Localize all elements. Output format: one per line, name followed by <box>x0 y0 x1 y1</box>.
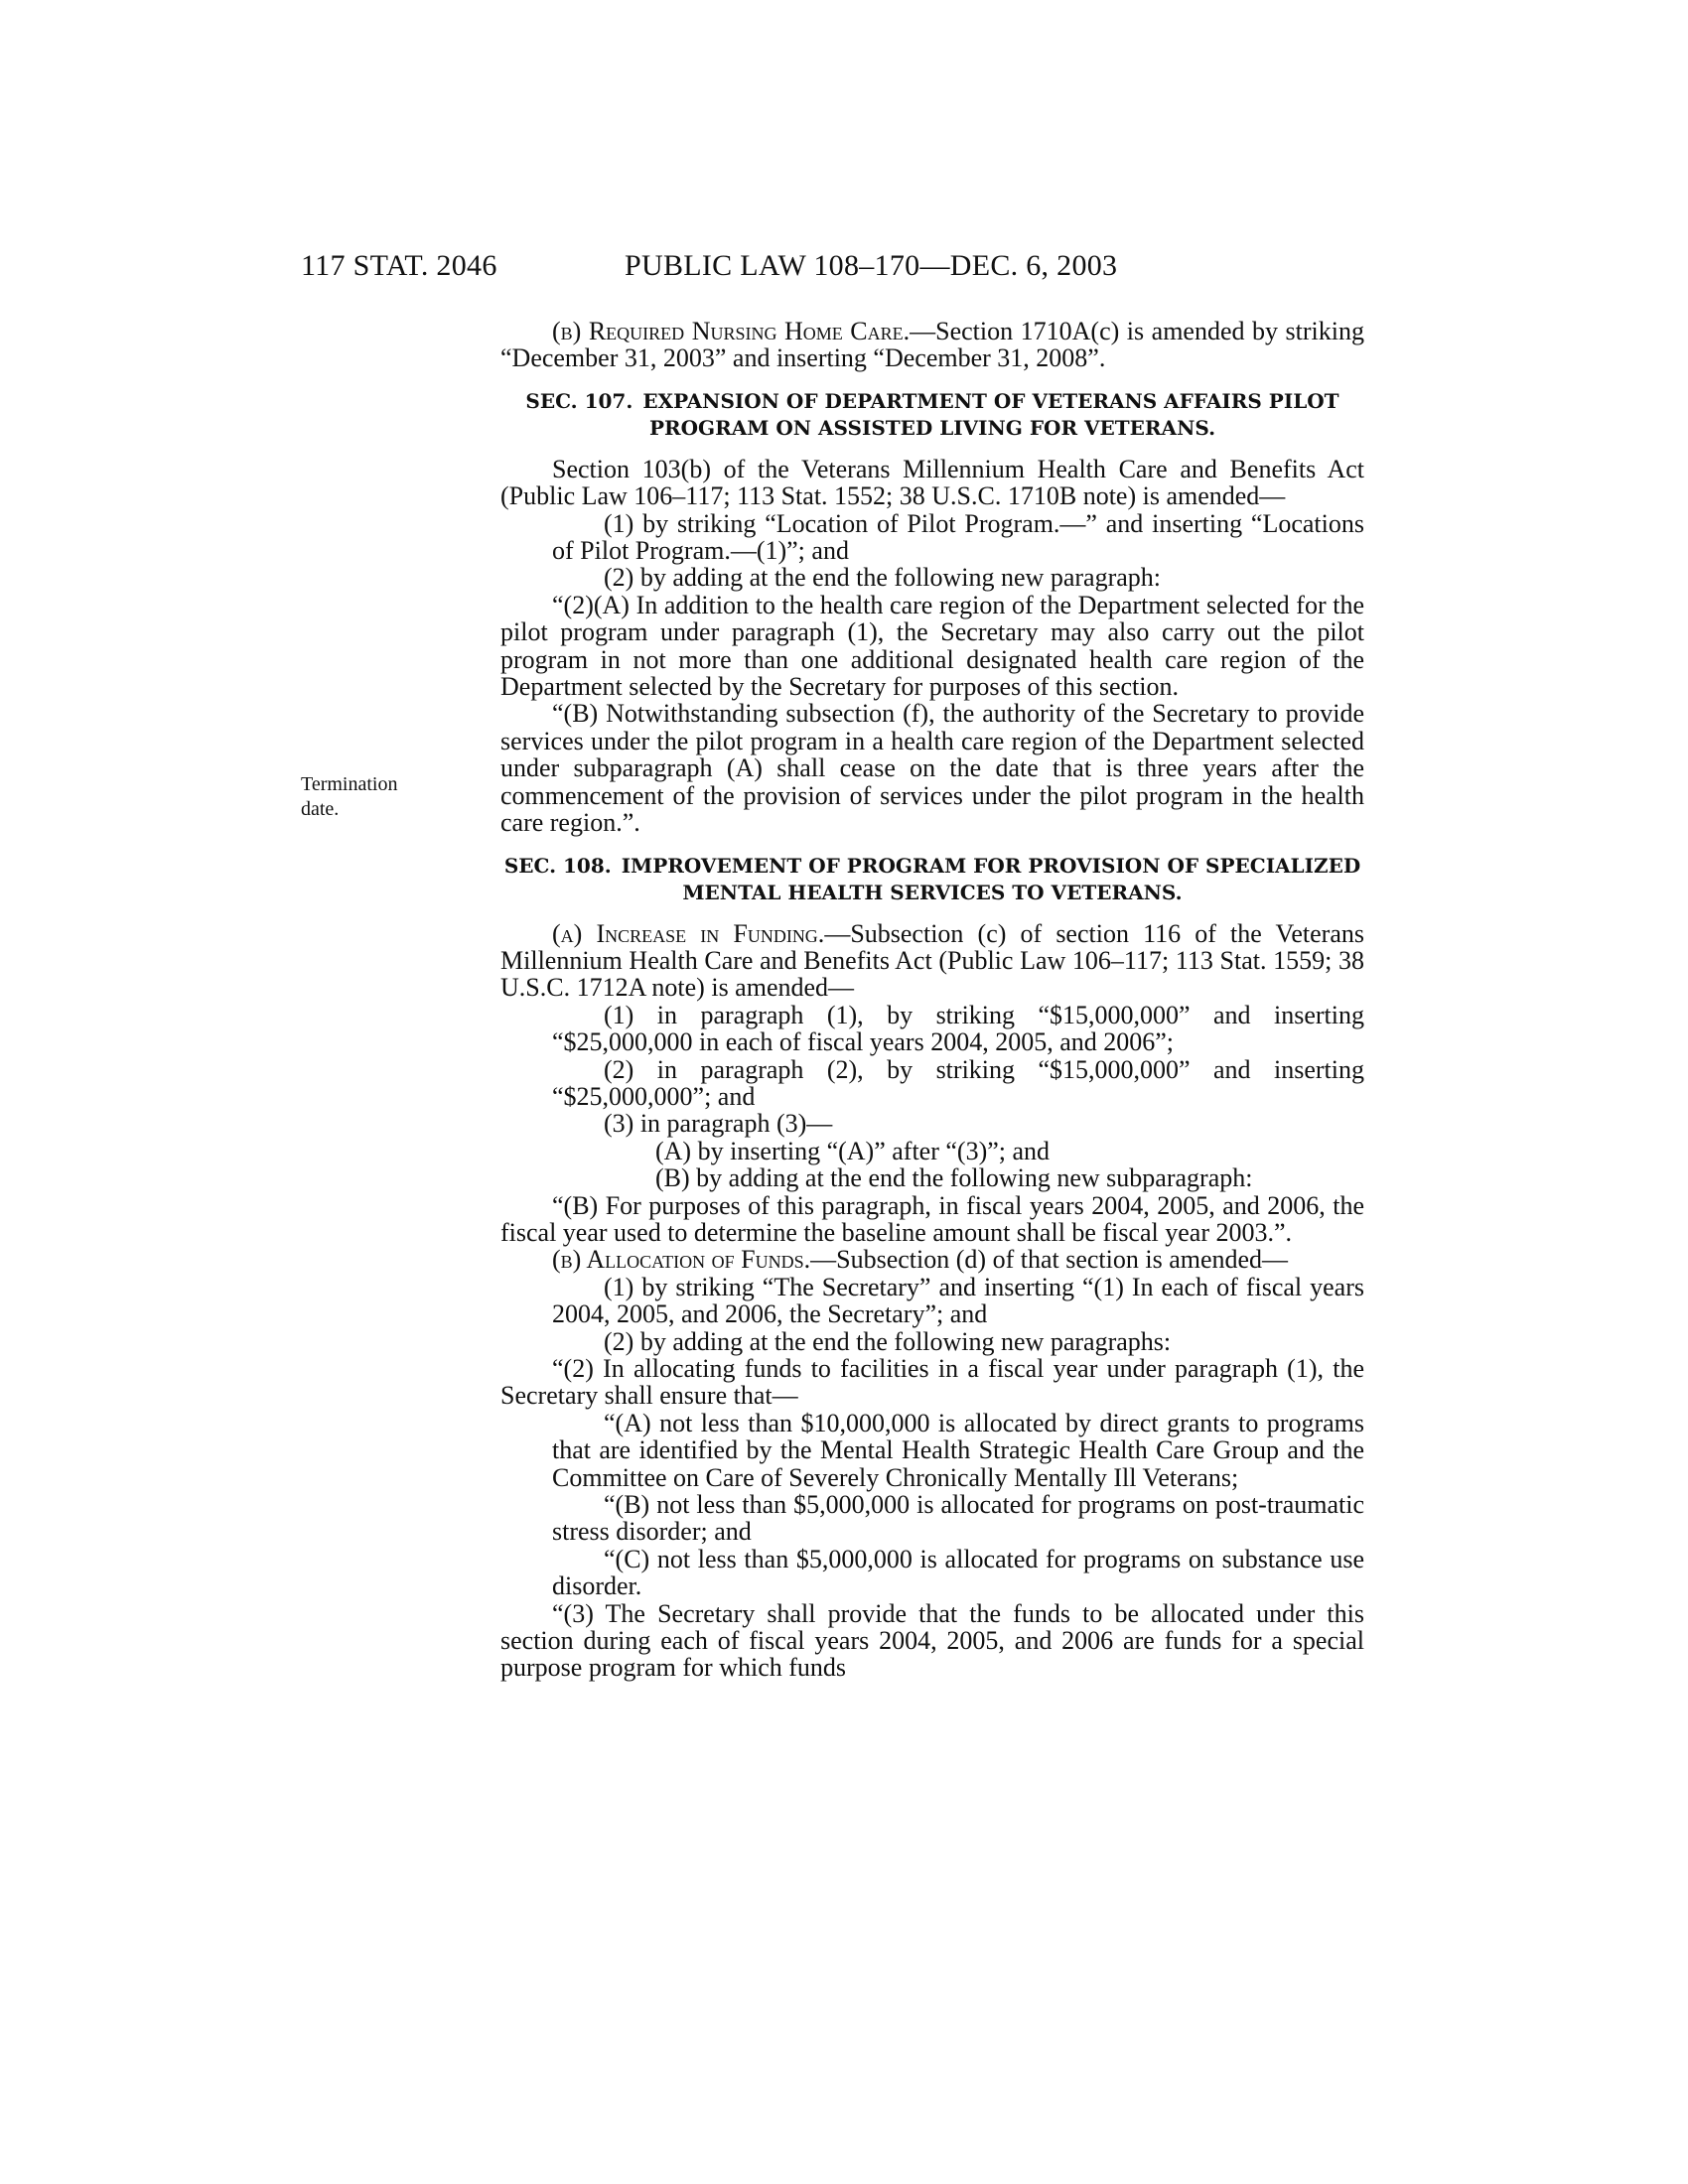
paragraph: (1) by striking “Location of Pilot Program.—” and inserting “Locations of Pilot Program.—(1)”; and <box>552 508 1364 566</box>
subsection-b-nursing-home: (b) Required Nursing Home Care.—Section 1710A(c) is amended by striking “December 31, 2003” and inserting “December 31, 2008”. <box>500 317 1364 373</box>
paragraph: (2) in paragraph (2), by striking “$15,000,000” and inserting “$25,000,000”; and <box>552 1054 1364 1111</box>
paragraph: “(C) not less than $5,000,000 is allocated for programs on substance use disorder. <box>552 1544 1364 1601</box>
paragraph: “(2) In allocating funds to facilities in a fiscal year under paragraph (1), the Secretary shall ensure that— <box>500 1354 1364 1411</box>
paragraph: (B) by adding at the end the following new subparagraph: <box>655 1163 1253 1193</box>
paragraph: “(B) not less than $5,000,000 is allocated for programs on post-traumatic stress disorder; and <box>552 1490 1364 1547</box>
subsection-b-allocation: (b) Allocation of Funds.—Subsection (d) of that section is amended— <box>552 1245 1289 1275</box>
section-107-heading: SEC. 107. EXPANSION OF DEPARTMENT OF VETERANS AFFAIRS PILOT PROGRAM ON ASSISTED LIVING FOR VETERANS. <box>525 388 1339 440</box>
paragraph: “(3) The Secretary shall provide that the funds to be allocated under this section during each of fiscal years 2004, 2005, and 2006 are funds for a special purpose program for which funds <box>500 1598 1364 1683</box>
paragraph: (1) in paragraph (1), by striking “$15,000,000” and inserting “$25,000,000 in each of fiscal years 2004, 2005, and 2006”; <box>552 1000 1364 1057</box>
subsection-a-funding: (a) Increase in Funding.—Subsection (c) of section 116 of the Veterans Millennium Health Care and Benefits Act (Public Law 106–117; 113 Stat. 1559; 38 U.S.C. 1712A note) is amended— <box>500 918 1364 1003</box>
paragraph: (3) in paragraph (3)— <box>604 1109 833 1139</box>
paragraph: “(A) not less than $10,000,000 is allocated by direct grants to programs that are identified by the Mental Health Strategic Health Care Group and the Committee on Care of Severely Chronically Mentally Ill Veterans; <box>552 1408 1364 1492</box>
paragraph: (2) by adding at the end the following new paragraph: <box>604 563 1161 593</box>
paragraph: (2) by adding at the end the following new paragraphs: <box>604 1326 1172 1356</box>
statute-citation: 117 STAT. 2046 <box>301 249 497 282</box>
document-body <box>500 318 1364 1682</box>
paragraph-termination: “(B) Notwithstanding subsection (f), the authority of the Secretary to provide services under the pilot program in a health care region of the Department selected under subparagraph (A) shall cease on the date that is three years after the commencement of the provision of services under the pilot program in the health care region.”. <box>500 699 1364 838</box>
public-law-title: PUBLIC LAW 108–170—DEC. 6, 2003 <box>625 249 1118 282</box>
section-108-heading: SEC. 108. IMPROVEMENT OF PROGRAM FOR PROVISION OF SPECIALIZED MENTAL HEALTH SERVICES TO VETERANS. <box>503 853 1361 904</box>
paragraph: “(2)(A) In addition to the health care region of the Department selected for the pilot program under paragraph (1), the Secretary may also carry out the pilot program in not more than one additional designated health care region of the Department selected by the Secretary for purposes of this section. <box>500 590 1364 702</box>
paragraph: (A) by inserting “(A)” after “(3)”; and <box>655 1136 1051 1165</box>
margin-note: Termination date. <box>301 773 398 820</box>
paragraph: Section 103(b) of the Veterans Millennium Health Care and Benefits Act (Public Law 106–117; 113 Stat. 1552; 38 U.S.C. 1710B note) is amended— <box>500 454 1364 511</box>
paragraph: (1) by striking “The Secretary” and inserting “(1) In each of fiscal years 2004, 2005, and 2006, the Secretary”; and <box>552 1272 1364 1329</box>
page-header <box>301 246 1363 286</box>
paragraph: “(B) For purposes of this paragraph, in fiscal years 2004, 2005, and 2006, the fiscal year used to determine the baseline amount shall be fiscal year 2003.”. <box>500 1190 1364 1247</box>
